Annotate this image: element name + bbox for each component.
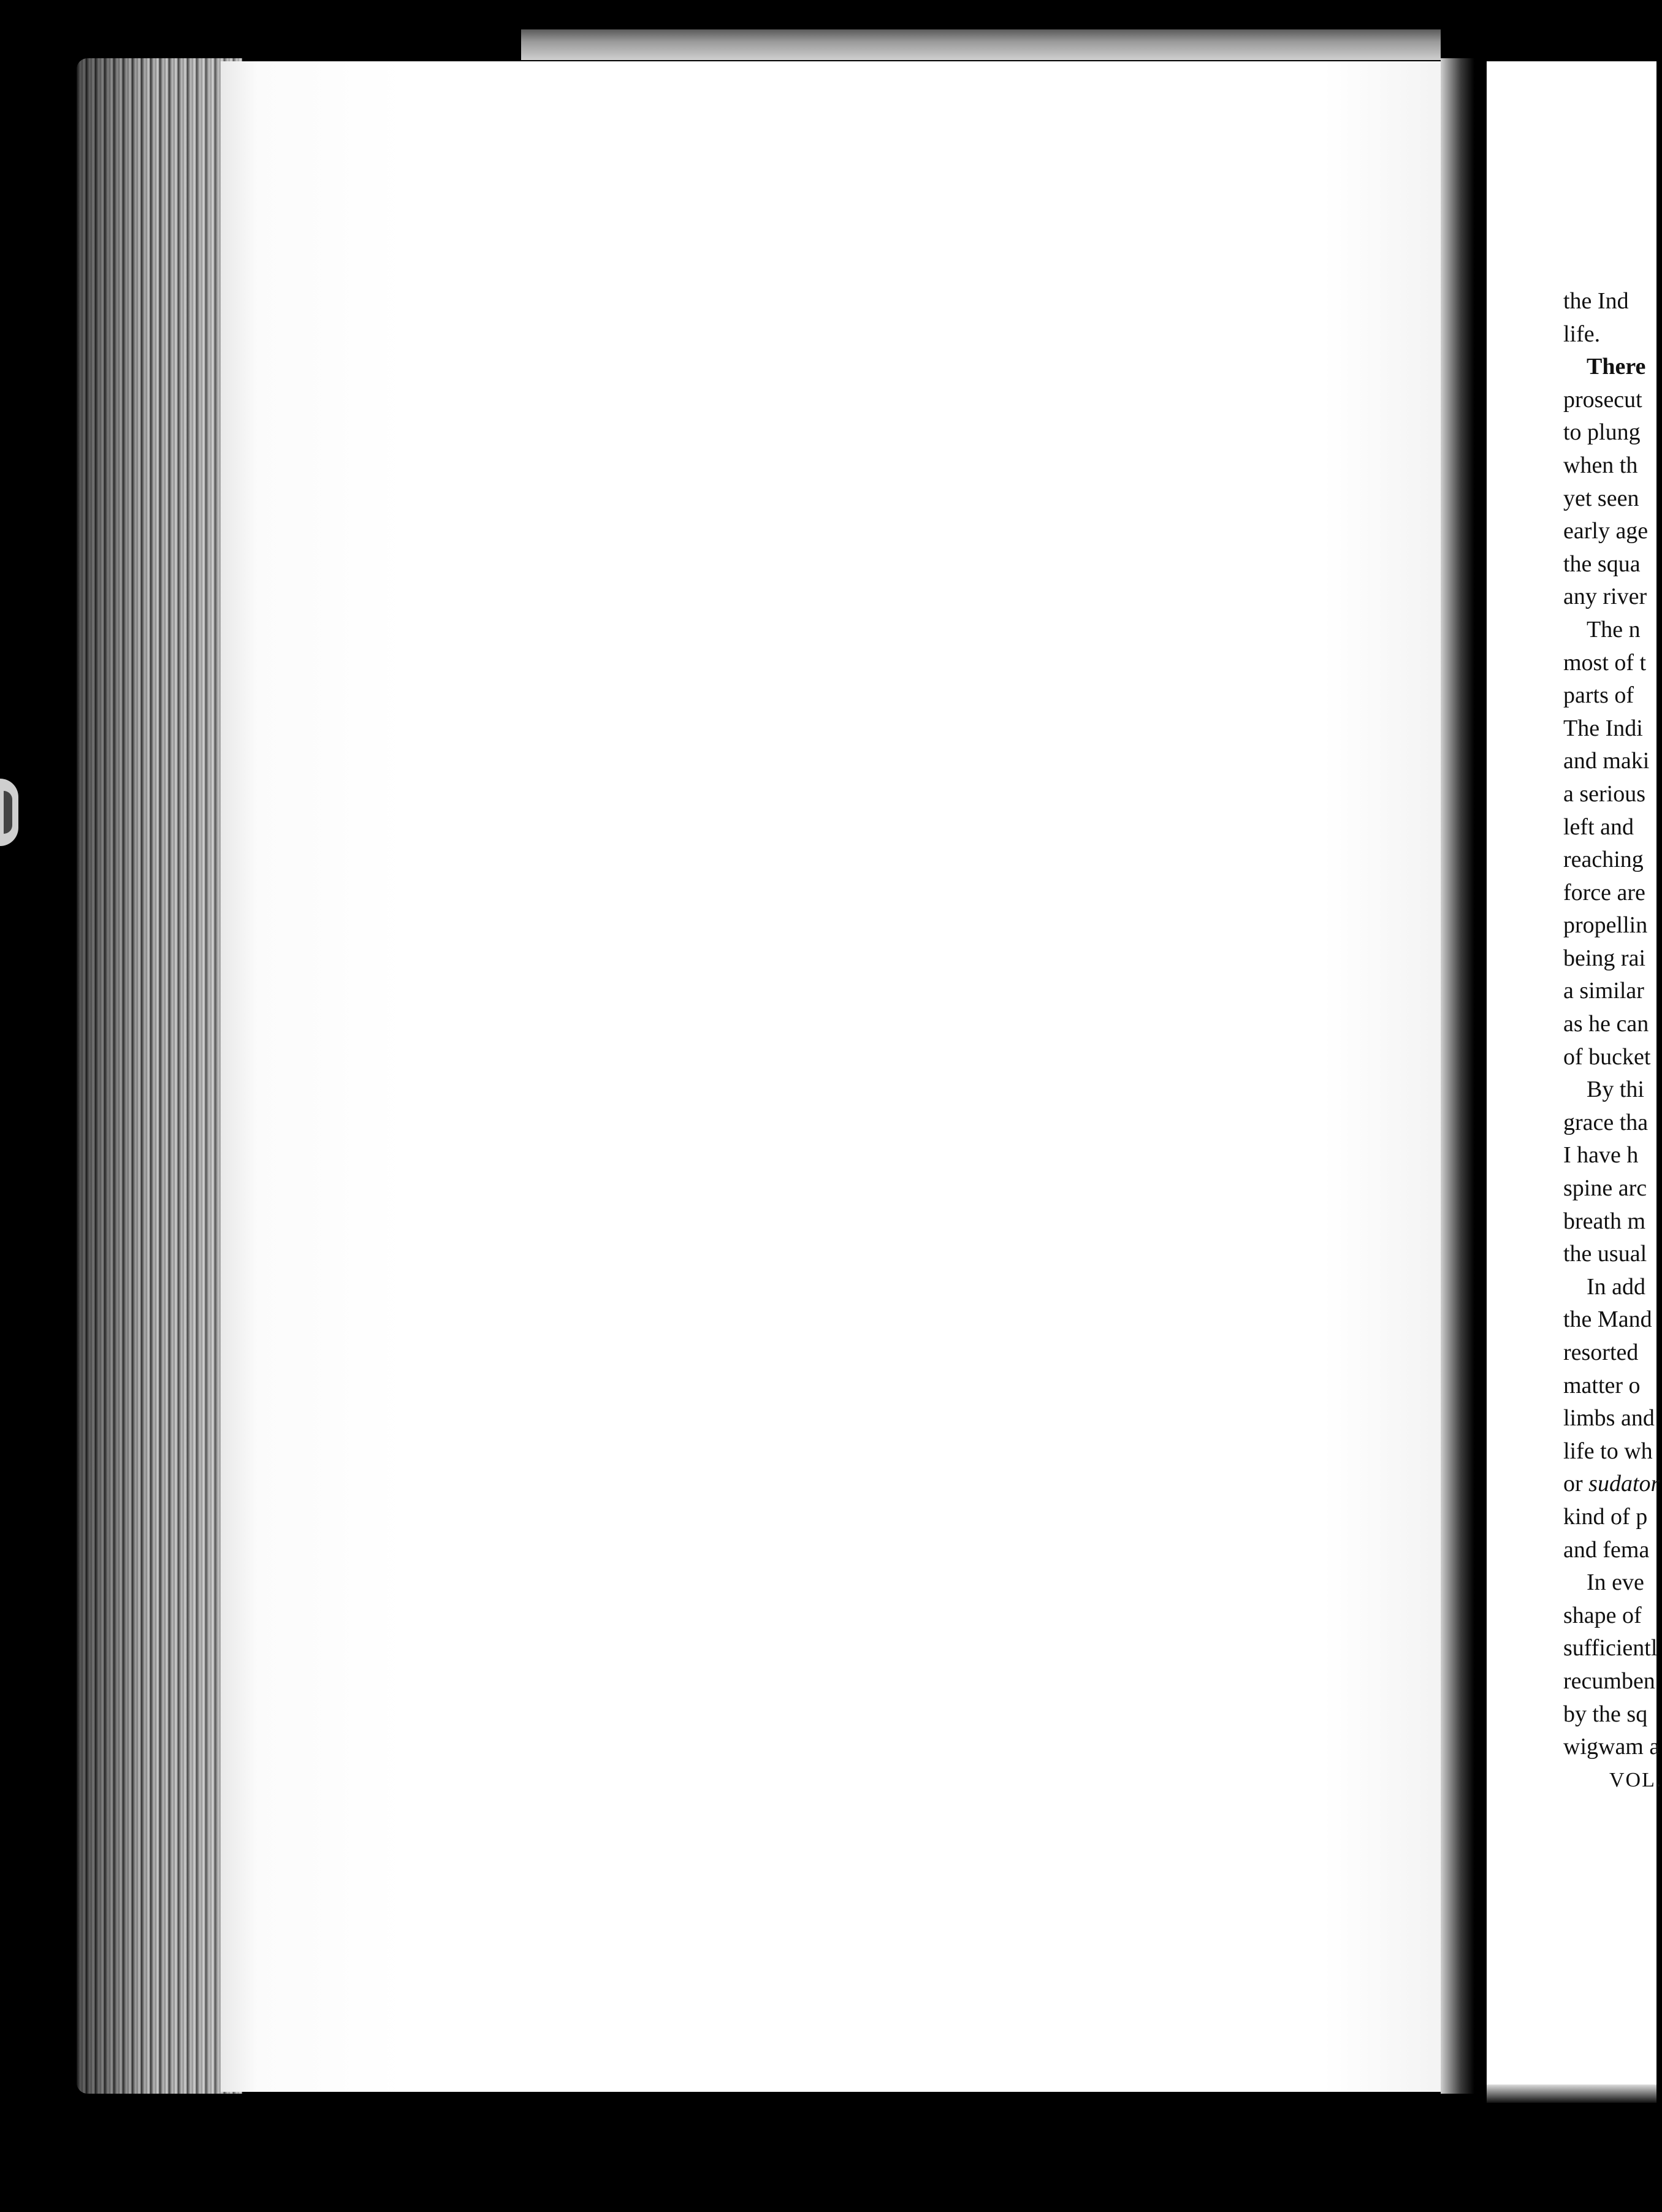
text-line: recumben: [1563, 1668, 1655, 1694]
right-page-bottom-edge: [1487, 2084, 1656, 2103]
text-line: VOL.: [1609, 1768, 1662, 1791]
text-line: of bucket: [1563, 1043, 1651, 1070]
text-line: The Indi: [1563, 715, 1643, 741]
text-line: by the sq: [1563, 1701, 1648, 1727]
text-line: yet seen: [1563, 485, 1639, 511]
text-line: early age: [1563, 518, 1649, 544]
text-line: or sudator: [1563, 1471, 1660, 1497]
italic-word: sudator: [1588, 1471, 1660, 1497]
text-line: The n: [1587, 616, 1641, 643]
text-line: There: [1587, 354, 1646, 380]
text-line: left and: [1563, 814, 1634, 840]
text-line: grace tha: [1563, 1109, 1649, 1135]
text-line: the usual: [1563, 1241, 1647, 1267]
text-line: force are: [1563, 879, 1645, 906]
book-cover-strip: [521, 29, 1441, 60]
text-line: sufficientl: [1563, 1635, 1658, 1661]
text-line: the Ind: [1563, 288, 1629, 314]
text-line: matter o: [1563, 1372, 1641, 1398]
page-edges: [77, 58, 242, 2094]
text-line: breath m: [1563, 1208, 1646, 1234]
text-line: life to wh: [1563, 1438, 1653, 1464]
right-page-text: [1563, 285, 1662, 1806]
text-line: propellin: [1563, 912, 1648, 939]
text-line: reaching: [1563, 847, 1644, 873]
text-line: In add: [1587, 1273, 1646, 1300]
text-line: shape of: [1563, 1602, 1642, 1628]
gutter-shadow: [1441, 58, 1474, 2094]
text-line: being rai: [1563, 945, 1646, 971]
blank-left-page: [221, 61, 1444, 2092]
text-line: to plung: [1563, 419, 1641, 446]
text-line: I have h: [1563, 1142, 1639, 1169]
text-line: a similar: [1563, 978, 1644, 1004]
text-line: when th: [1563, 452, 1638, 478]
text-line: parts of: [1563, 682, 1634, 709]
text-line: any river: [1563, 584, 1647, 610]
text-line: the squa: [1563, 551, 1641, 577]
text-line: resorted: [1563, 1340, 1639, 1365]
text-line: the Mand: [1563, 1306, 1652, 1333]
text-line: most of t: [1563, 649, 1647, 676]
text-line: and maki: [1563, 748, 1650, 774]
text-line: life.: [1563, 321, 1601, 347]
text-line: prosecut: [1563, 386, 1642, 413]
text-line: and fema: [1563, 1536, 1650, 1563]
text-line: limbs and: [1563, 1405, 1655, 1432]
text-line: In eve: [1587, 1569, 1644, 1596]
text-line: as he can: [1563, 1011, 1649, 1037]
edge-tab: [0, 779, 18, 846]
text-line: By thi: [1587, 1077, 1644, 1103]
text-line: kind of p: [1563, 1503, 1648, 1530]
text-line: a serious: [1563, 780, 1646, 807]
text-line: spine arc: [1563, 1175, 1647, 1202]
text-line: wigwam a: [1563, 1734, 1660, 1760]
